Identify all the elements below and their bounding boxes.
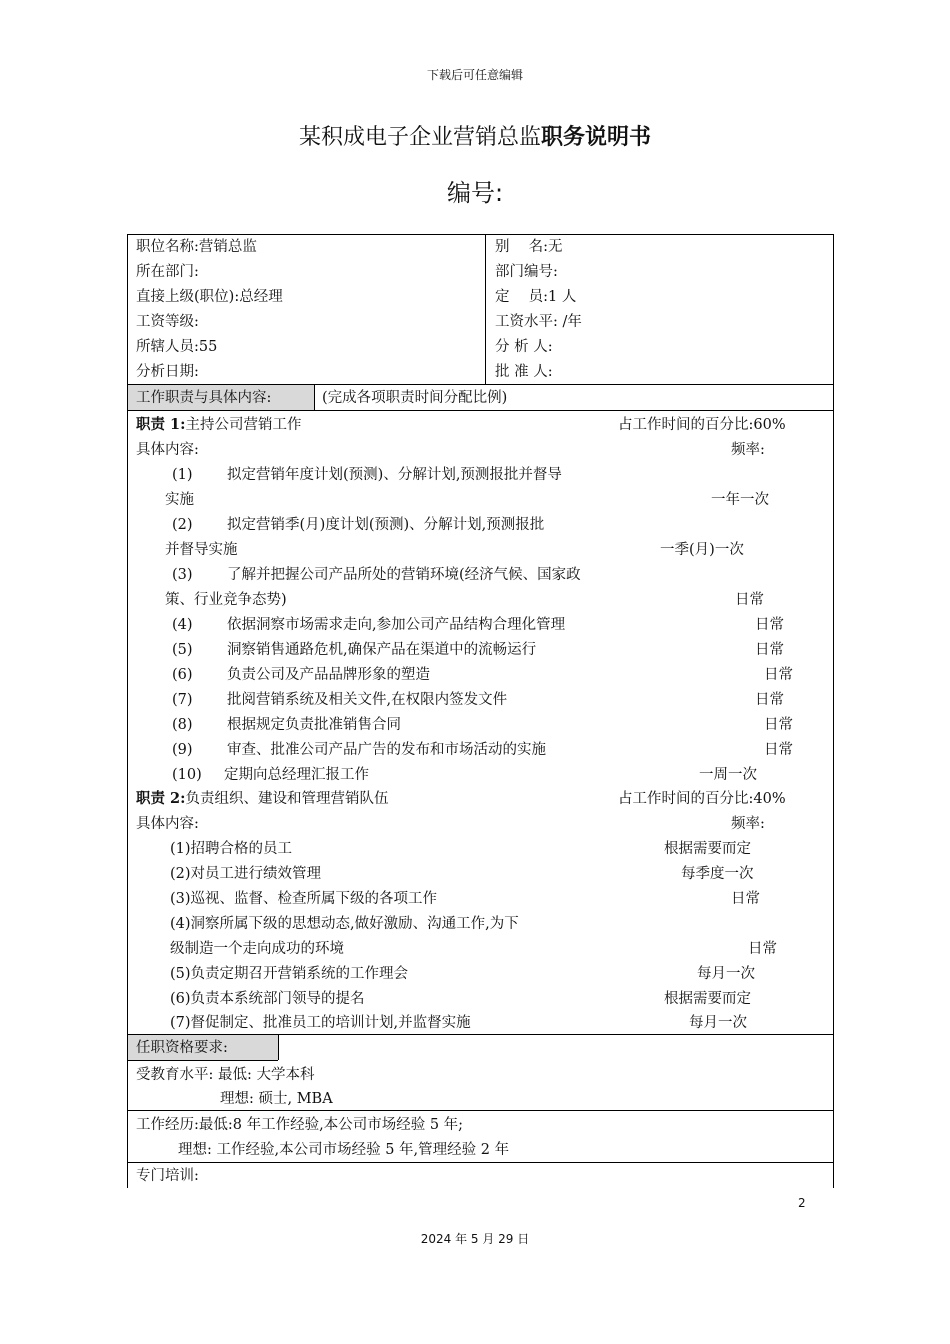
duty1-item-6-text: 负责公司及产品品牌形象的塑造 (227, 667, 430, 683)
qualifications-label-divider (278, 1035, 279, 1060)
basic-info-left-4: 工资等级: (136, 314, 199, 330)
duty1-item-4-text: 依据洞察市场需求走向,参加公司产品结构合理化管理 (227, 617, 566, 633)
special-training: 专门培训: (136, 1168, 199, 1184)
duty2-title-text: 负责组织、建设和管理营销队伍 (185, 791, 389, 807)
duty1-percent: 占工作时间的百分比:60% (618, 417, 786, 433)
basic-info-right-1: 别 名:无 (495, 239, 563, 255)
duty2-item-6-text: (6)负责本系统部门领导的提名 (170, 991, 365, 1007)
duty2-item-5-text: (5)负责定期召开营销系统的工作理会 (170, 966, 409, 982)
duties-header-label: 工作职责与具体内容: (136, 390, 272, 406)
duty2-item-1-text: (1)招聘合格的员工 (170, 841, 293, 857)
duty1-item-4-freq: 日常 (755, 617, 784, 633)
duty1-item-6-freq: 日常 (764, 667, 793, 683)
basic-info-left-6: 分析日期: (136, 364, 199, 380)
basic-info-left-2: 所在部门: (136, 264, 199, 280)
title-normal: 某积成电子企业营销总监 (298, 125, 541, 150)
duty1-item-3-freq: 日常 (735, 592, 764, 608)
duty1-item-9-freq: 日常 (764, 742, 793, 758)
duty2-item-5-freq: 每月一次 (697, 966, 755, 982)
duty1-item-7-text: 批阅营销系统及相关文件,在权限内签发文件 (227, 692, 508, 708)
duty1-item-1-freq: 一年一次 (711, 492, 769, 508)
duty2-item-1-freq: 根据需要而定 (664, 841, 751, 857)
duty1-item-3-text: 了解并把握公司产品所处的营销环境(经济气候、国家政 (227, 567, 581, 583)
duty1-prefix: 职责 1: (136, 416, 186, 433)
duty1-item-2-text-cont: 并督导实施 (165, 542, 238, 558)
duty2-item-6-freq: 根据需要而定 (664, 991, 751, 1007)
duty2-content-label: 具体内容: (136, 816, 199, 832)
table-right-border (833, 234, 834, 1188)
page-number: 2 (798, 1196, 806, 1210)
duty1-title-text: 主持公司营销工作 (185, 417, 302, 433)
duty1-content-label: 具体内容: (136, 442, 199, 458)
education-minimum: 受教育水平: 最低: 大学本科 (136, 1067, 315, 1083)
duty2-item-3-text: (3)巡视、监督、检查所属下级的各项工作 (170, 891, 438, 907)
duty1-item-2-text: 拟定营销季(月)度计划(预测)、分解计划,预测报批 (227, 517, 545, 533)
duty1-item-9-text: 审查、批准公司产品广告的发布和市场活动的实施 (227, 742, 546, 758)
row-border-6 (127, 1162, 834, 1163)
duty2-prefix: 职责 2: (136, 790, 186, 807)
document-title (0, 120, 950, 151)
duty1-item-10-freq: 一周一次 (699, 767, 757, 783)
duty2-item-4-freq: 日常 (748, 941, 777, 957)
duty2-item-4-text-cont: 级制造一个走向成功的环境 (170, 941, 344, 957)
title-bold: 职务说明书 (541, 125, 652, 150)
table-left-border (127, 234, 128, 1188)
qualifications-label: 任职资格要求: (136, 1040, 228, 1056)
duty1-item-5-text: 洞察销售通路危机,确保产品在渠道中的流畅运行 (227, 642, 537, 658)
duty1-item-3-text-cont: 策、行业竞争态势) (165, 592, 287, 608)
basic-info-divider (485, 234, 486, 384)
table-top-border (127, 234, 834, 235)
basic-info-left-3: 直接上级(职位):总经理 (136, 289, 283, 305)
duty1-item-2-freq: 一季(月)一次 (660, 542, 744, 558)
duty1-item-1-text-cont: 实施 (165, 492, 194, 508)
experience-ideal: 理想: 工作经验,本公司市场经验 5 年,管理经验 2 年 (178, 1142, 510, 1158)
duty1-item-6-num: (6) (172, 667, 193, 683)
duty1-title (136, 416, 302, 434)
row-border-3 (127, 1034, 834, 1035)
duty1-freq-label: 频率: (731, 442, 765, 458)
basic-info-right-2: 部门编号: (495, 264, 558, 280)
footer-date: 2024 年 5 月 29 日 (420, 1232, 530, 1246)
basic-info-left-5: 所辖人员:55 (136, 339, 218, 355)
duty2-title (136, 790, 389, 808)
basic-info-left-1: 职位名称:营销总监 (136, 239, 257, 255)
row-border-5 (127, 1110, 834, 1111)
duty2-item-3-freq: 日常 (731, 891, 760, 907)
row-border-4 (127, 1060, 278, 1061)
duty1-item-3-num: (3) (172, 567, 193, 583)
duty2-item-7-freq: 每月一次 (689, 1015, 747, 1031)
duties-header-divider (314, 384, 315, 410)
duty2-item-2-text: (2)对员工进行绩效管理 (170, 866, 322, 882)
row-border-1 (127, 384, 834, 385)
document-code-label: 编号: (446, 179, 504, 207)
basic-info-right-5: 分 析 人: (495, 339, 553, 355)
duty1-item-7-num: (7) (172, 692, 193, 708)
duty1-item-1-num: (1) (172, 467, 193, 483)
row-border-2 (127, 410, 834, 411)
duties-header-note: (完成各项职责时间分配比例) (322, 390, 508, 406)
duty1-item-10-num: (10) (172, 767, 202, 783)
duty1-item-8-text: 根据规定负责批准销售合同 (227, 717, 401, 733)
duty1-item-2-num: (2) (172, 517, 193, 533)
duty1-item-5-freq: 日常 (755, 642, 784, 658)
header-note: 下载后可任意编辑 (426, 68, 523, 82)
duty1-item-9-num: (9) (172, 742, 193, 758)
education-ideal: 理想: 硕士, MBA (220, 1091, 333, 1107)
duty2-item-2-freq: 每季度一次 (681, 866, 754, 882)
duty2-percent: 占工作时间的百分比:40% (618, 791, 786, 807)
duty2-item-4-text: (4)洞察所属下级的思想动态,做好激励、沟通工作,为下 (170, 916, 519, 932)
duty1-item-8-freq: 日常 (764, 717, 793, 733)
basic-info-right-4: 工资水平: /年 (495, 314, 582, 330)
duty1-item-8-num: (8) (172, 717, 193, 733)
duty2-freq-label: 频率: (731, 816, 765, 832)
basic-info-right-6: 批 准 人: (495, 364, 553, 380)
duty1-item-5-num: (5) (172, 642, 193, 658)
duty1-item-4-num: (4) (172, 617, 193, 633)
duty2-item-7-text: (7)督促制定、批准员工的培训计划,并监督实施 (170, 1015, 471, 1031)
basic-info-right-3: 定 员:1 人 (495, 289, 577, 305)
duty1-item-10-text: 定期向总经理汇报工作 (224, 767, 369, 783)
duty1-item-7-freq: 日常 (755, 692, 784, 708)
experience-minimum: 工作经历:最低:8 年工作经验,本公司市场经验 5 年; (136, 1117, 464, 1133)
duty1-item-1-text: 拟定营销年度计划(预测)、分解计划,预测报批并督导 (227, 467, 562, 483)
